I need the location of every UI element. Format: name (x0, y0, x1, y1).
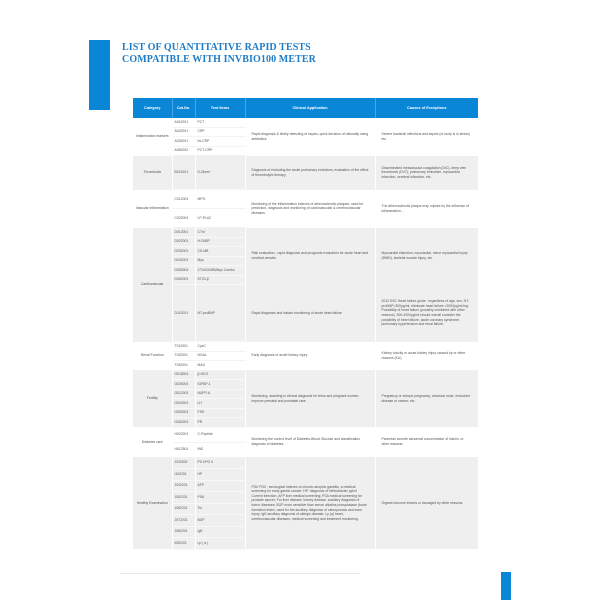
test-item: HP (195, 469, 245, 481)
causes-of-exceptions: Pregnancy or ectopic pregnancy, vesicular mole, endocrine disease or cancer, etc (375, 370, 478, 427)
test-item: ST2/I-β (195, 275, 245, 285)
test-item: IgE (195, 526, 245, 538)
cat-no: D062001 (172, 275, 195, 285)
group-healthy-examination (133, 457, 478, 549)
cat-no: B012001 (172, 156, 195, 190)
cat-no: T022001 (172, 351, 195, 361)
table-row (133, 342, 478, 352)
cat-no: D022001 (172, 237, 195, 247)
category-cell: Fertility (133, 370, 172, 427)
test-item: CTnI (195, 228, 245, 238)
test-item: NGAL (195, 351, 245, 361)
cat-no: J072201 (172, 515, 195, 527)
header-causes-of-exceptions: Causes of Exceptions (375, 98, 478, 118)
table-row (133, 457, 478, 469)
category-cell: Healthy Examination (133, 457, 172, 549)
group-diabetes-care (133, 427, 478, 457)
test-item: PCT (195, 118, 245, 127)
cat-no: D053003 (172, 266, 195, 276)
footer-divider (120, 573, 360, 574)
category-cell: Vascular inflammation (133, 190, 172, 228)
header-category: Category (133, 98, 172, 118)
cat-no: T032001 (172, 361, 195, 371)
test-item: INS (195, 442, 245, 457)
test-item: LP-PLA2 (195, 209, 245, 228)
title-line-2: COMPATIBLE WITH INVBIO100 METER (122, 53, 316, 65)
test-item: Lp ( a ) (195, 538, 245, 550)
test-item: CK-MB (195, 247, 245, 257)
causes-of-exceptions: Kidney toxicity or acute kidney injury caused by or other reasons (KU) (375, 342, 478, 371)
cat-no: J062201 (172, 503, 195, 515)
table-row (133, 118, 478, 127)
causes-of-exceptions: Disseminated intravascular coagulation (DIC), deep vein thrombosis (DVT), pulmonary embolism, myocardial infarction, cerebral infarction, etc. (375, 156, 478, 190)
cat-no: G062001 (172, 418, 195, 428)
cat-no: J052201 (172, 492, 195, 504)
cat-no: D012001 (172, 228, 195, 238)
category-cell: Renal Function (133, 342, 172, 371)
clinical-application: Rapid diagnosis & timely detecting of sepsis, quick decision of rationally using antibiotics (245, 118, 375, 156)
header-test-items: Test Items (195, 98, 245, 118)
test-item: IGFBP-1 (195, 380, 245, 390)
causes-of-exceptions: Myocardial infarction, myocardial, minor myocardial injury (MMD), skeletal muscle injury, etc. (375, 228, 478, 285)
accent-bar-top (89, 40, 110, 110)
test-list-table (133, 98, 479, 550)
test-item: Tw (195, 503, 245, 515)
group-thrombosis (133, 156, 478, 190)
cat-no: G053001 (172, 408, 195, 418)
group-fertility (133, 370, 478, 427)
clinical-application: Risk evaluation , rapid diagnosis and prognosis evaluation for acute heart and cerebral vessels (245, 228, 375, 285)
cat-no: H022201 (172, 427, 195, 442)
cat-no: J042201 (172, 480, 195, 492)
clinical-application: Monitoring the control level of Diabetes-Blood Glucose and classification diagnosis of diabetes. (245, 427, 375, 457)
test-item: AFP (195, 480, 245, 492)
cat-no: A032001 (172, 137, 195, 147)
test-item: PCT-CRP (195, 146, 245, 156)
test-item: PG I/PG II (195, 457, 245, 469)
header-clinical-application: Clinical Application (245, 98, 375, 118)
test-item: BGP (195, 515, 245, 527)
category-cell: Diabetes care (133, 427, 172, 457)
cat-no: D112001 (172, 285, 195, 342)
test-item: hs-CRP (195, 137, 245, 147)
test-item: FSH (195, 408, 245, 418)
cat-no: J082201 (172, 526, 195, 538)
cat-no: A022001 (172, 127, 195, 137)
cat-no: J032502 (172, 457, 195, 469)
cat-no: D042001 (172, 256, 195, 266)
cat-no: I092201 (172, 538, 195, 550)
causes-of-exceptions: 2012 ESC Heart failure guide : regardless of age, sex, NT-proBNP<300pg/ml, eliminate heart failure >2000pg/ml big. Possibility of heart failure (possibly combined with other reasons) :300-2000pg/ml should overall consider the possibility of heart failure, acute coronary syndrome, pulmonary hypertension and renal failure. (375, 285, 478, 342)
category-cell: Inflammation markers (133, 118, 172, 156)
test-item: LH (195, 399, 245, 409)
cat-no: C022001 (172, 209, 195, 228)
causes-of-exceptions: Severe bacterial infections and sepsis (or body is in stress) etc. (375, 118, 478, 156)
title-line-1: LIST OF QUANTITATIVE RAPID TESTS (122, 42, 311, 53)
causes-of-exceptions: Pancreas secrete abnormal concentration of insulin ,or other reasons. (375, 427, 478, 457)
clinical-application: Early diagnosis of acute kidney injury (245, 342, 375, 371)
category-cell: Cardiovascular (133, 228, 172, 342)
table-header (133, 98, 478, 118)
cat-no: G018001 (172, 370, 195, 380)
test-item: Myo (195, 256, 245, 266)
page-title (122, 42, 422, 65)
clinical-application: Diagnosis of excluding the acute pulmonary embolism, evaluation of the effect of thrombolytic therapy (245, 156, 375, 190)
causes-of-exceptions: Organs become lesions or damaged by other reasons. (375, 457, 478, 549)
cat-no: C012001 (172, 190, 195, 209)
test-item: C-Peptide (195, 427, 245, 442)
group-cardiovascular (133, 228, 478, 342)
test-item: PSA (195, 492, 245, 504)
cat-no: A012001 (172, 118, 195, 127)
cat-no: G043001 (172, 399, 195, 409)
cat-no: D032001 (172, 247, 195, 257)
test-item: MPO (195, 190, 245, 209)
cat-no: G012001 (172, 389, 195, 399)
clinical-application: Rapid diagnosis and instant monitoring of acute heart failure (245, 285, 375, 342)
category-cell: Thrombosis (133, 156, 172, 190)
clinical-application: Monitoring of the inflammation indexes of atherosclerotic plaques, used for prediction, diagnosis and monitoring of cardiovascular & cerebrovascular diseases. (245, 190, 375, 228)
test-item: CysC (195, 342, 245, 352)
table-row (133, 427, 478, 442)
test-item: D-Dimer (195, 156, 245, 190)
test-item: MAU (195, 361, 245, 371)
cat-no: G026001 (172, 380, 195, 390)
cat-no: H012501 (172, 442, 195, 457)
cat-no: I102201 (172, 469, 195, 481)
accent-bar-bottom (501, 572, 511, 600)
test-item: H-FABP (195, 237, 245, 247)
cat-no: A052002 (172, 146, 195, 156)
clinical-application: Monitoring, assisting in clinical diagnosis for fetus and pregnant women, improve prenatal and postnatal care. (245, 370, 375, 427)
test-item: NUFP-A (195, 389, 245, 399)
test-item: CRP (195, 127, 245, 137)
clinical-application: PGI/ PGII : serological indexes of chronic atrophic gastritis ,a medical screening for early gastric cancer; HP: diagnosis of Helicobacter pylori Current infection ;AFP liver medical screening; PSA medical screening for prostate cancer; For liver disease, kidney disease, auxiliary diagnosis of tumor diseases; BGP more sensitive than serum alkaline phosphatase (bone formation index, used for the auxiliary diagnosis of osteoporosis and bone injury; IgE auxiliary diagnosis of allergic disease; Lp (a) heart, cerebrovascular diseases, medical screening and treatment monitoring. (245, 457, 375, 549)
causes-of-exceptions: The atherosclerotic plaque may rupture by the influence of inflammation... (375, 190, 478, 228)
test-item: PR (195, 418, 245, 428)
test-item: β-HCG (195, 370, 245, 380)
group-vascular-inflammation (133, 190, 478, 228)
table-row (133, 228, 478, 238)
table-row (133, 190, 478, 209)
table-row (133, 370, 478, 380)
header-cat-no: Cat.No. (172, 98, 195, 118)
group-renal-function (133, 342, 478, 371)
table-row (133, 156, 478, 190)
test-item: NT-proBNP (195, 285, 245, 342)
cat-no: T012001 (172, 342, 195, 352)
group-inflammation-markers (133, 118, 478, 156)
table-row (133, 285, 478, 342)
test-item: CTnI/CKMB/Myo Combo (195, 266, 245, 276)
